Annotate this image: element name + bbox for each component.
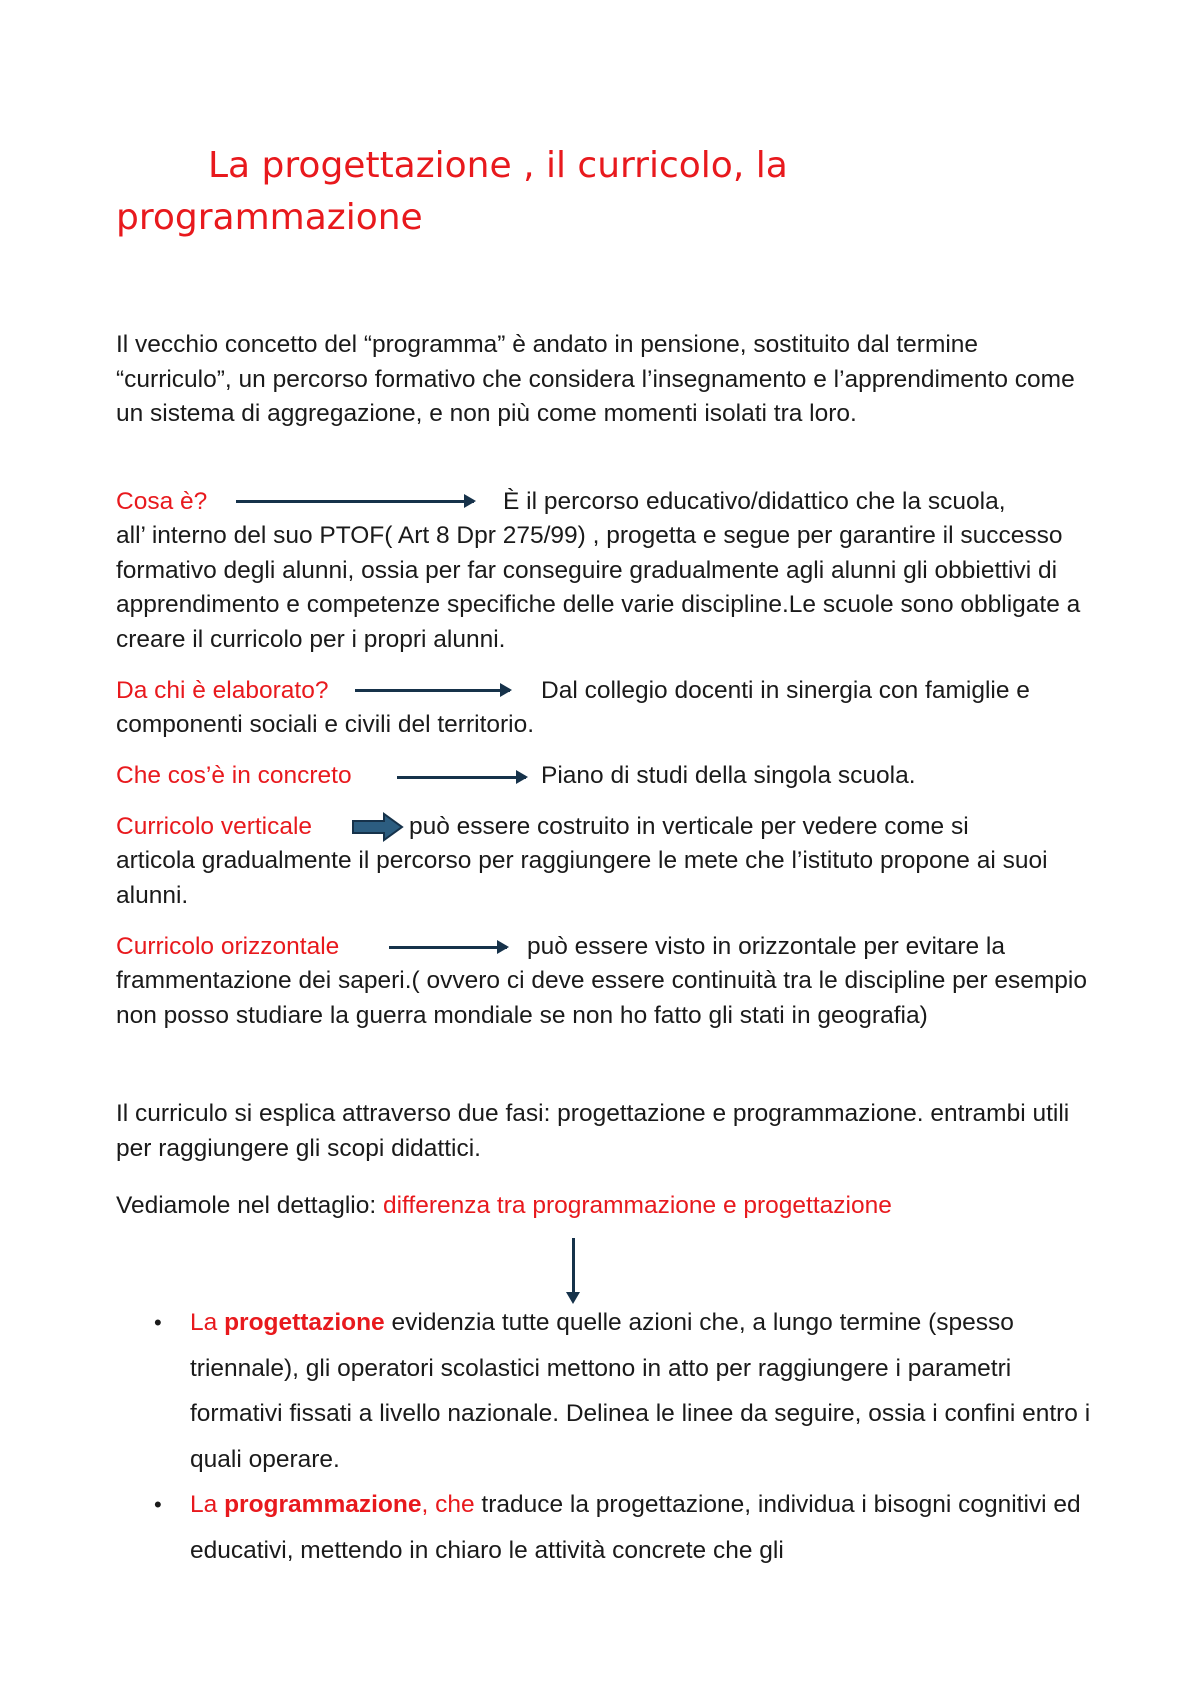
bullet-keyword: programmazione bbox=[224, 1491, 422, 1518]
bullet-keyword: progettazione bbox=[224, 1309, 385, 1336]
arrow-right-icon bbox=[397, 776, 526, 779]
bullet-list bbox=[150, 1300, 1110, 1573]
bullet-text: evidenzia tutte quelle azioni che, a lungo termine (spesso triennale), gli operatori scolastici mettono in atto per raggiungere i parametri formativi fissati a livello nazionale. Delinea le linee da seguire, ossia i confini entro i quali operare. bbox=[190, 1309, 1091, 1473]
detail-prefix: Vediamole nel dettaglio: bbox=[116, 1192, 383, 1219]
detail-line bbox=[116, 1189, 1096, 1224]
detail-highlight: differenza tra programmazione e progettazione bbox=[382, 1192, 892, 1219]
section-label-da-chi: Da chi è elaborato? bbox=[116, 677, 329, 704]
section-label-cosa-e: Cosa è? bbox=[116, 488, 208, 515]
bullet-icon: • bbox=[154, 1310, 162, 1335]
section-concreto-first-line: Piano di studi della singola scuola. bbox=[541, 762, 916, 789]
bullet-icon: • bbox=[154, 1492, 162, 1517]
arrow-right-icon bbox=[389, 946, 507, 949]
bullet-article: La bbox=[190, 1309, 225, 1336]
section-verticale-text: articola gradualmente il percorso per raggiungere le mete che l’istituto propone ai suoi alunni. bbox=[116, 847, 1048, 909]
title-line-2: programmazione bbox=[116, 197, 423, 238]
section-da-chi-row bbox=[116, 673, 328, 708]
section-orizzontale-first-line: può essere visto in orizzontale per evitare la bbox=[527, 933, 1006, 960]
section-da-chi-first-line: Dal collegio docenti in sinergia con famiglie e bbox=[541, 677, 1030, 704]
document-title bbox=[116, 140, 1116, 244]
arrow-right-icon bbox=[355, 689, 510, 692]
bullet-keyword-suffix: , che bbox=[421, 1491, 475, 1518]
section-cosa-e-first-line: È il percorso educativo/didattico che la scuola, bbox=[503, 488, 1006, 515]
section-cosa-e-text: all’ interno del suo PTOF( Art 8 Dpr 275/99) , progetta e segue per garantire il successo formativo degli alunni, ossia per far conseguire gradualmente agli alunni gli obbiettivi di apprendimento e competenze specifiche delle varie discipline.Le scuole sono obbligate a creare il curricolo per i propri alunni. bbox=[116, 522, 1081, 653]
section-concreto-row bbox=[116, 758, 352, 793]
bullet-article: La bbox=[190, 1491, 225, 1518]
arrow-right-icon bbox=[236, 500, 474, 503]
section-orizzontale-text: frammentazione dei saperi.( ovvero ci deve essere continuità tra le discipline per esempio non posso studiare la guerra mondiale se non ho fatto gli stati in geografia) bbox=[116, 967, 1087, 1029]
section-orizzontale-row bbox=[116, 929, 339, 964]
title-line-1: La progettazione , il curricolo, la bbox=[208, 145, 788, 186]
section-da-chi-text: componenti sociali e civili del territorio. bbox=[116, 711, 535, 738]
section-cosa-e-row bbox=[116, 484, 207, 519]
intro-paragraph: Il vecchio concetto del “programma” è andato in pensione, sostituito dal termine “curriculo”, un percorso formativo che considera l’insegnamento e l’apprendimento come un sistema di aggregazione, e non più come momenti isolati tra loro. bbox=[116, 331, 1075, 427]
section-label-concreto: Che cos’è in concreto bbox=[116, 762, 352, 789]
arrow-down-icon bbox=[572, 1238, 575, 1300]
list-item bbox=[150, 1300, 1110, 1482]
bullet-text: traduce la progettazione, individua i bisogni cognitivi ed educativi, mettendo in chiaro le attività concrete che gli bbox=[190, 1491, 1081, 1564]
list-item bbox=[150, 1482, 1110, 1573]
section-verticale-row bbox=[116, 809, 312, 844]
section-label-orizzontale: Curricolo orizzontale bbox=[116, 933, 340, 960]
section-label-verticale: Curricolo verticale bbox=[116, 813, 313, 840]
section-verticale-first-line: può essere costruito in verticale per vedere come si bbox=[409, 813, 969, 840]
block-arrow-right-icon bbox=[352, 812, 404, 842]
phases-paragraph: Il curriculo si esplica attraverso due fasi: progettazione e programmazione. entrambi utili per raggiungere gli scopi didattici. bbox=[116, 1100, 1070, 1162]
